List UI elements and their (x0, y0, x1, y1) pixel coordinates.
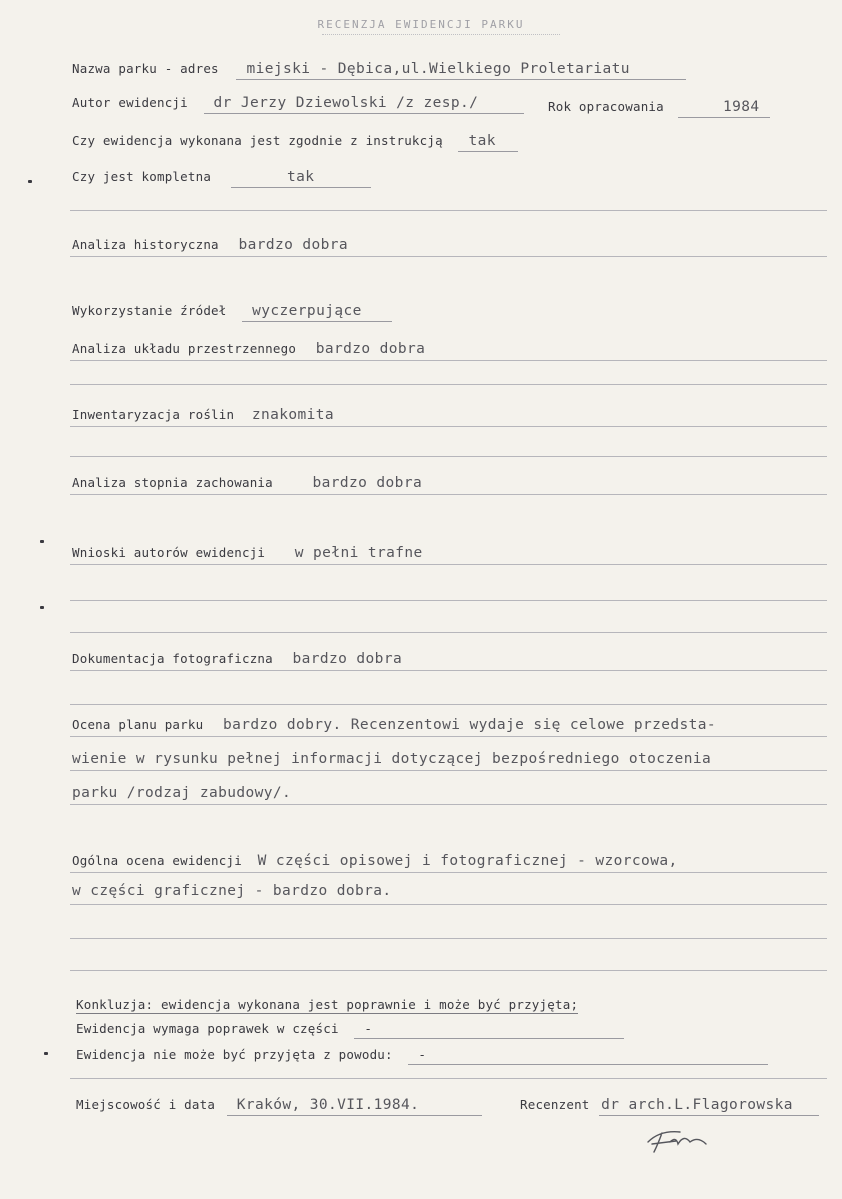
instruction-value: tak (458, 133, 518, 152)
history-underline (70, 256, 827, 257)
blank-line (70, 938, 827, 939)
reviewer-row (520, 1094, 819, 1116)
conclusions-label: Wnioski autorów ewidencji (72, 545, 266, 560)
complete-value: tak (231, 169, 371, 188)
overall-underline-1 (70, 872, 827, 873)
complete-row (72, 166, 371, 188)
author-label: Autor ewidencji (72, 95, 188, 110)
conclusion-text: Konkluzja: ewidencja wykonana jest poprawnie i może być przyjęta; (76, 997, 579, 1012)
blank-line (70, 456, 827, 457)
conclusion-line-3 (76, 1044, 768, 1065)
preservation-row (72, 472, 422, 491)
preservation-value: bardzo dobra (312, 475, 423, 491)
overall-row (72, 850, 678, 869)
photos-value: bardzo dobra (292, 651, 403, 667)
preservation-underline (70, 494, 827, 495)
conclusions-underline (70, 564, 827, 565)
plants-row (72, 404, 334, 423)
plan-row (72, 714, 716, 733)
photos-row (72, 648, 402, 667)
reviewer-value: dr arch.L.Flagorowska (599, 1097, 819, 1116)
spatial-label: Analiza układu przestrzennego (72, 341, 297, 356)
photos-underline (70, 670, 827, 671)
form-title: RECENZJA EWIDENCJI PARKU (317, 18, 525, 31)
year-row (548, 96, 770, 118)
sources-row (72, 300, 392, 322)
complete-label: Czy jest kompletna (72, 169, 212, 184)
margin-mark (40, 540, 44, 543)
spatial-row (72, 338, 425, 357)
conclusion-line-2 (76, 1018, 624, 1039)
plants-value: znakomita (251, 407, 335, 423)
instruction-row (72, 130, 518, 152)
author-row (72, 92, 524, 114)
plants-underline (70, 426, 827, 427)
plan-underline-3 (70, 804, 827, 805)
overall-row-2 (72, 880, 392, 899)
park-name-value: miejski - Dębica,ul.Wielkiego Proletariatu (236, 61, 686, 80)
history-value: bardzo dobra (238, 237, 348, 253)
plan-label: Ocena planu parku (72, 717, 204, 732)
blank-line (70, 704, 827, 705)
conclusions-value: w pełni trafne (294, 545, 423, 561)
park-name-row (72, 58, 686, 80)
photos-label: Dokumentacja fotograficzna (72, 651, 273, 666)
margin-mark (44, 1052, 48, 1055)
conclusions-row (72, 542, 423, 561)
blank-line (70, 600, 827, 601)
blank-line (70, 632, 827, 633)
title-underline (322, 34, 560, 35)
rejection-label: Ewidencja nie może być przyjęta z powodu: (76, 1047, 393, 1062)
history-row (72, 234, 348, 253)
place-date-label: Miejscowość i data (76, 1097, 216, 1112)
place-date-row (76, 1094, 482, 1116)
spatial-underline (70, 360, 827, 361)
spatial-value: bardzo dobra (315, 341, 426, 357)
rejection-value: - (408, 1047, 768, 1065)
corrections-label: Ewidencja wymaga poprawek w części (76, 1021, 339, 1036)
overall-underline-2 (70, 904, 827, 905)
instruction-label: Czy ewidencja wykonana jest zgodnie z instrukcją (72, 133, 443, 148)
plan-row-3 (72, 782, 291, 801)
plan-row-2 (72, 748, 711, 767)
sources-value: wyczerpujące (242, 303, 392, 322)
plan-underline-2 (70, 770, 827, 771)
margin-mark (28, 180, 32, 183)
park-name-label: Nazwa parku - adres (72, 61, 219, 76)
place-date-value: Kraków, 30.VII.1984. (227, 1097, 482, 1116)
plan-line-1: bardzo dobry. Recenzentowi wydaje się celowe przedsta- (222, 717, 716, 733)
year-label: Rok opracowania (548, 99, 664, 114)
overall-line-2: w części graficznej - bardzo dobra. (72, 883, 392, 899)
overall-label: Ogólna ocena ewidencji (72, 853, 242, 868)
plan-line-3: parku /rodzaj zabudowy/. (72, 785, 292, 801)
blank-line (70, 1078, 827, 1079)
plan-underline-1 (70, 736, 827, 737)
author-value: dr Jerzy Dziewolski /z zesp./ (204, 95, 524, 114)
handwritten-signature (640, 1122, 730, 1158)
history-label: Analiza historyczna (72, 237, 219, 252)
corrections-value: - (354, 1021, 624, 1039)
reviewer-label: Recenzent (520, 1097, 590, 1112)
conclusion-line-1 (76, 994, 578, 1013)
preservation-label: Analiza stopnia zachowania (72, 475, 273, 490)
plants-label: Inwentaryzacja roślin (72, 407, 235, 422)
sources-label: Wykorzystanie źródeł (72, 303, 227, 318)
plan-line-2: wienie w rysunku pełnej informacji dotyczącej bezpośredniego otoczenia (72, 751, 712, 767)
overall-line-1: W części opisowej i fotograficznej - wzorcowa, (257, 853, 678, 869)
blank-line (70, 970, 827, 971)
margin-mark (40, 606, 44, 609)
blank-line (70, 210, 827, 211)
year-value: 1984 (678, 99, 770, 118)
blank-line (70, 384, 827, 385)
